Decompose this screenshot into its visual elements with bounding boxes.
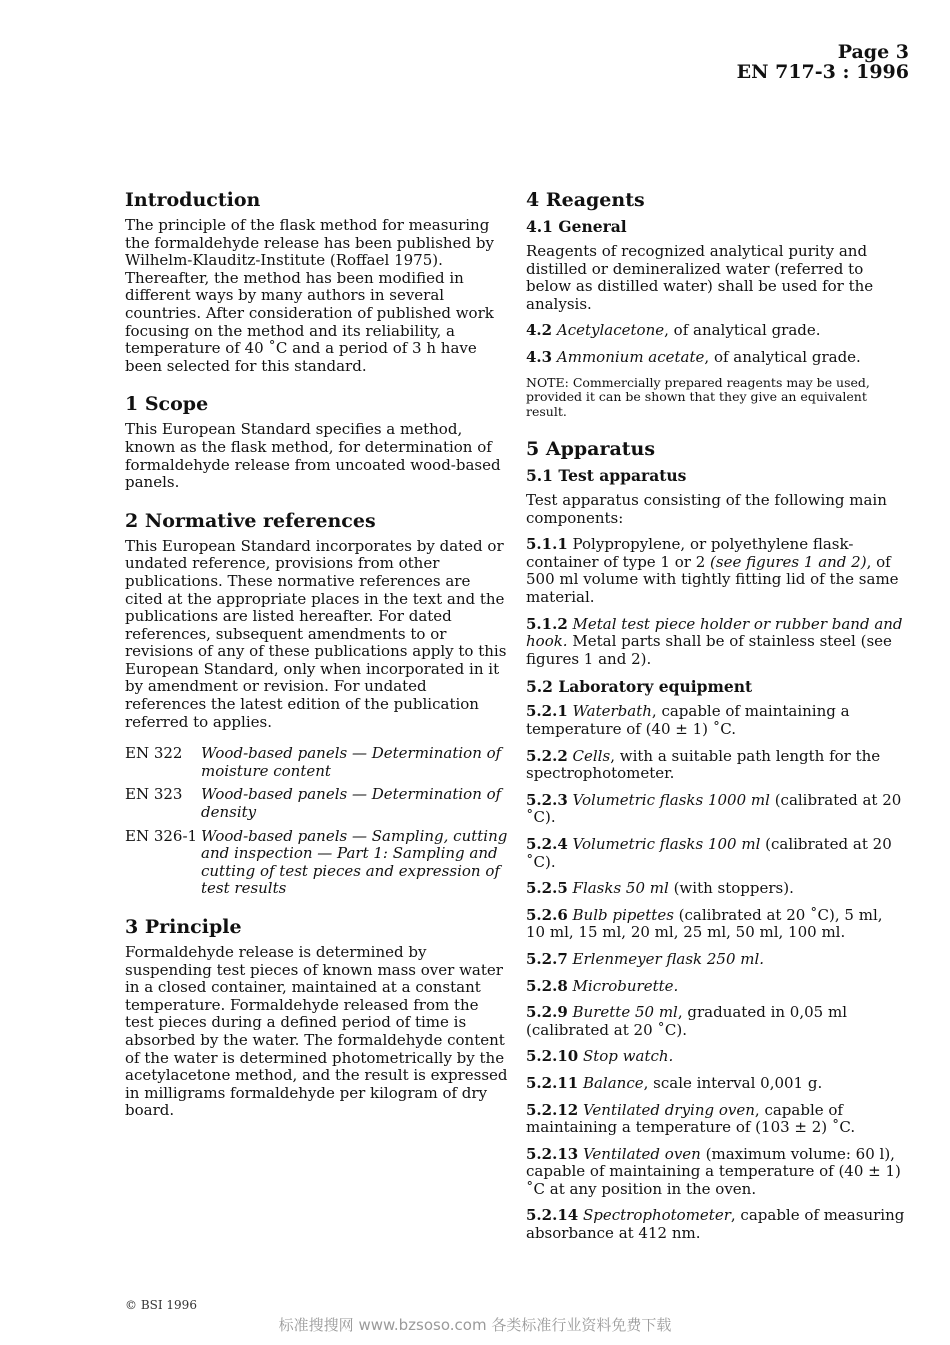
equipment-number: 5.2.1 xyxy=(526,702,568,721)
equipment-description: , capable of maintaining a temperature of (40 ± 1) ˚C. xyxy=(526,702,850,738)
document-id: EN 717-3 : 1996 xyxy=(736,61,909,83)
equipment-description: , with a suitable path length for the spectrophotometer. xyxy=(526,746,881,783)
reagent-description: , of analytical grade. xyxy=(664,321,821,340)
apparatus-section xyxy=(526,437,906,1243)
reference-title: Wood-based panels — Sampling, cutting and inspection — Part 1: Sampling and cutting of test pieces and expression of test results xyxy=(201,826,508,898)
equipment-name: Stop watch. xyxy=(578,1047,674,1066)
reference-code: EN 322 xyxy=(125,744,183,763)
equipment-description: , graduated in 0,05 ml (calibrated at 20 ˚C). xyxy=(526,1003,847,1039)
equipment-number: 5.2.5 xyxy=(526,879,568,898)
reagent-item xyxy=(526,349,906,367)
equipment-item xyxy=(526,1146,906,1199)
apparatus-name: Metal test piece holder or rubber band and hook. xyxy=(526,614,903,651)
equipment-number: 5.2.13 xyxy=(526,1144,579,1163)
reference-title: Wood-based panels — Determination of density xyxy=(201,785,502,822)
equipment-list xyxy=(526,703,906,1242)
equipment-item xyxy=(526,748,906,783)
equipment-item xyxy=(526,1048,906,1066)
equipment-name: Volumetric flasks 1000 ml xyxy=(567,790,770,809)
equipment-number: 5.2.6 xyxy=(526,905,568,924)
equipment-name: Erlenmeyer flask 250 ml. xyxy=(567,949,765,968)
introduction-section xyxy=(125,188,508,375)
equipment-number: 5.2.3 xyxy=(526,790,568,809)
equipment-description: , capable of measuring absorbance at 412 nm. xyxy=(526,1206,905,1243)
right-column xyxy=(526,188,906,1252)
test-apparatus-text: Test apparatus consisting of the following main components: xyxy=(526,491,887,527)
equipment-description: (with stoppers). xyxy=(668,879,794,898)
equipment-item xyxy=(526,880,906,898)
equipment-item xyxy=(526,1075,906,1093)
equipment-item xyxy=(526,978,906,996)
left-column xyxy=(125,188,508,1137)
apparatus-heading: 5 Apparatus xyxy=(526,438,656,461)
laboratory-equipment-subheading: 5.2 Laboratory equipment xyxy=(526,677,753,697)
scope-heading: 1 Scope xyxy=(125,393,209,416)
reagent-number: 4.3 xyxy=(526,347,553,366)
reference-title: Wood-based panels — Determination of moisture content xyxy=(201,744,502,780)
principle-heading: 3 Principle xyxy=(125,916,242,938)
page-header xyxy=(737,42,909,82)
equipment-number: 5.2.11 xyxy=(526,1073,579,1092)
equipment-description: (calibrated at 20 ˚C), 5 ml, 10 ml, 15 ml, 20 ml, 25 ml, 50 ml, 100 ml. xyxy=(526,905,883,942)
normative-references-heading: 2 Normative references xyxy=(125,509,376,532)
reference-list xyxy=(125,745,508,898)
principle-section xyxy=(125,915,508,1120)
reagents-section xyxy=(526,188,906,419)
reference-code: EN 326-1 xyxy=(125,826,198,845)
equipment-item xyxy=(526,703,906,738)
equipment-item xyxy=(526,1004,906,1039)
equipment-description: , capable of maintaining a temperature of (103 ± 2) ˚C. xyxy=(526,1100,856,1137)
general-subheading: 4.1 General xyxy=(526,217,627,236)
equipment-number: 5.2.14 xyxy=(526,1206,579,1225)
equipment-name: Balance xyxy=(578,1073,644,1092)
reagent-item xyxy=(526,322,906,340)
principle-text: Formaldehyde release is determined by suspending test pieces of known mass over water in a closed container, maintained at a constant temperature. Formaldehyde released from the test pieces during a defined period of time is absorbed by the water. The formaldehyde content of the water is determined photometrically by the acetylacetone method, and the result is expressed in milligrams formaldehyde per kilogram of dry board. xyxy=(125,943,508,1120)
reagents-heading: 4 Reagents xyxy=(526,189,645,211)
equipment-number: 5.2.4 xyxy=(526,834,568,853)
copyright-footer: © BSI 1996 xyxy=(125,1298,197,1312)
reagents-note: NOTE: Commercially prepared reagents may be used, provided it can be shown that they give an equivalent result. xyxy=(526,374,870,419)
normative-references-text: This European Standard incorporates by dated or undated reference, provisions from other publications. These normative references are cited at the appropriate places in the text and the publications are listed hereafter. For dated references, subsequent amendments to or revisions of any of these publications apply to this European Standard, only when incorporated in it by amendment or revision. For undated references the latest edition of the publication referred to applies. xyxy=(125,536,507,731)
equipment-number: 5.2.10 xyxy=(526,1047,579,1066)
equipment-name: Ventilated oven xyxy=(578,1144,701,1163)
equipment-name: Bulb pipettes xyxy=(567,905,674,924)
equipment-number: 5.2.2 xyxy=(526,746,568,765)
apparatus-figure-ref: (see figures 1 and 2) xyxy=(710,552,867,571)
equipment-description: (calibrated at 20 ˚C). xyxy=(526,834,892,871)
equipment-number: 5.2.8 xyxy=(526,976,568,995)
introduction-text: The principle of the flask method for measuring the formaldehyde release has been published by Wilhelm-Klauditz-Institute (Roffael 1975). Thereafter, the method has been modified in different ways by many authors in several countries. After consideration of published work focusing on the method and its reliability, a temperature of 40 ˚C and a period of 3 h have been selected for this standard. xyxy=(125,216,494,375)
introduction-heading: Introduction xyxy=(125,189,261,211)
apparatus-item xyxy=(526,616,906,669)
equipment-number: 5.2.12 xyxy=(526,1100,579,1119)
equipment-name: Volumetric flasks 100 ml xyxy=(567,834,761,853)
watermark-text: 标准搜搜网 www.bzsoso.com 各类标准行业资料免费下载 xyxy=(278,1316,672,1334)
equipment-number: 5.2.7 xyxy=(526,949,568,968)
equipment-name: Microburette. xyxy=(567,976,679,995)
equipment-description: (maximum volume: 60 l), capable of maintaining a temperature of (40 ± 1) ˚C at any position in the oven. xyxy=(526,1144,901,1198)
equipment-description: (calibrated at 20 ˚C). xyxy=(526,790,902,827)
reagent-name: Acetylacetone xyxy=(556,321,665,340)
equipment-description: , scale interval 0,001 g. xyxy=(643,1073,823,1092)
general-text: Reagents of recognized analytical purity and distilled or demineralized water (referred to below as distilled water) shall be used for the analysis. xyxy=(526,242,874,313)
equipment-item xyxy=(526,836,906,871)
reference-item xyxy=(125,786,508,821)
reference-item xyxy=(125,745,508,780)
scope-section xyxy=(125,392,508,491)
apparatus-number: 5.1.2 xyxy=(526,614,568,633)
apparatus-description: Metal parts shall be of stainless steel (see figures 1 and 2). xyxy=(526,632,892,668)
reagent-name: Ammonium acetate xyxy=(556,347,705,366)
equipment-name: Cells xyxy=(567,746,611,765)
equipment-name: Burette 50 ml xyxy=(567,1003,678,1022)
apparatus-item xyxy=(526,536,906,606)
apparatus-description: Polypropylene, or polyethylene flask-container of type 1 or 2 xyxy=(526,535,854,571)
reagent-description: , of analytical grade. xyxy=(704,347,861,366)
equipment-name: Waterbath xyxy=(567,702,652,721)
apparatus-description: , of 500 ml volume with tightly fitting lid of the same material. xyxy=(526,552,899,607)
normative-references-section xyxy=(125,509,508,898)
test-apparatus-subheading: 5.1 Test apparatus xyxy=(526,466,687,486)
reference-item xyxy=(125,828,508,898)
equipment-name: Flasks 50 ml xyxy=(567,879,669,898)
equipment-item xyxy=(526,951,906,969)
equipment-item xyxy=(526,1207,906,1242)
reference-code: EN 323 xyxy=(125,785,183,804)
apparatus-number: 5.1.1 xyxy=(526,535,568,554)
equipment-number: 5.2.9 xyxy=(526,1003,568,1022)
equipment-item xyxy=(526,792,906,827)
equipment-item xyxy=(526,1102,906,1137)
equipment-item xyxy=(526,907,906,942)
scope-text: This European Standard specifies a method, known as the flask method, for determination of formaldehyde release from uncoated wood-based panels. xyxy=(125,420,501,492)
reagent-number: 4.2 xyxy=(526,321,553,340)
page-number: Page 3 xyxy=(837,41,909,63)
equipment-name: Spectrophotometer xyxy=(578,1206,731,1225)
equipment-name: Ventilated drying oven xyxy=(578,1100,755,1119)
